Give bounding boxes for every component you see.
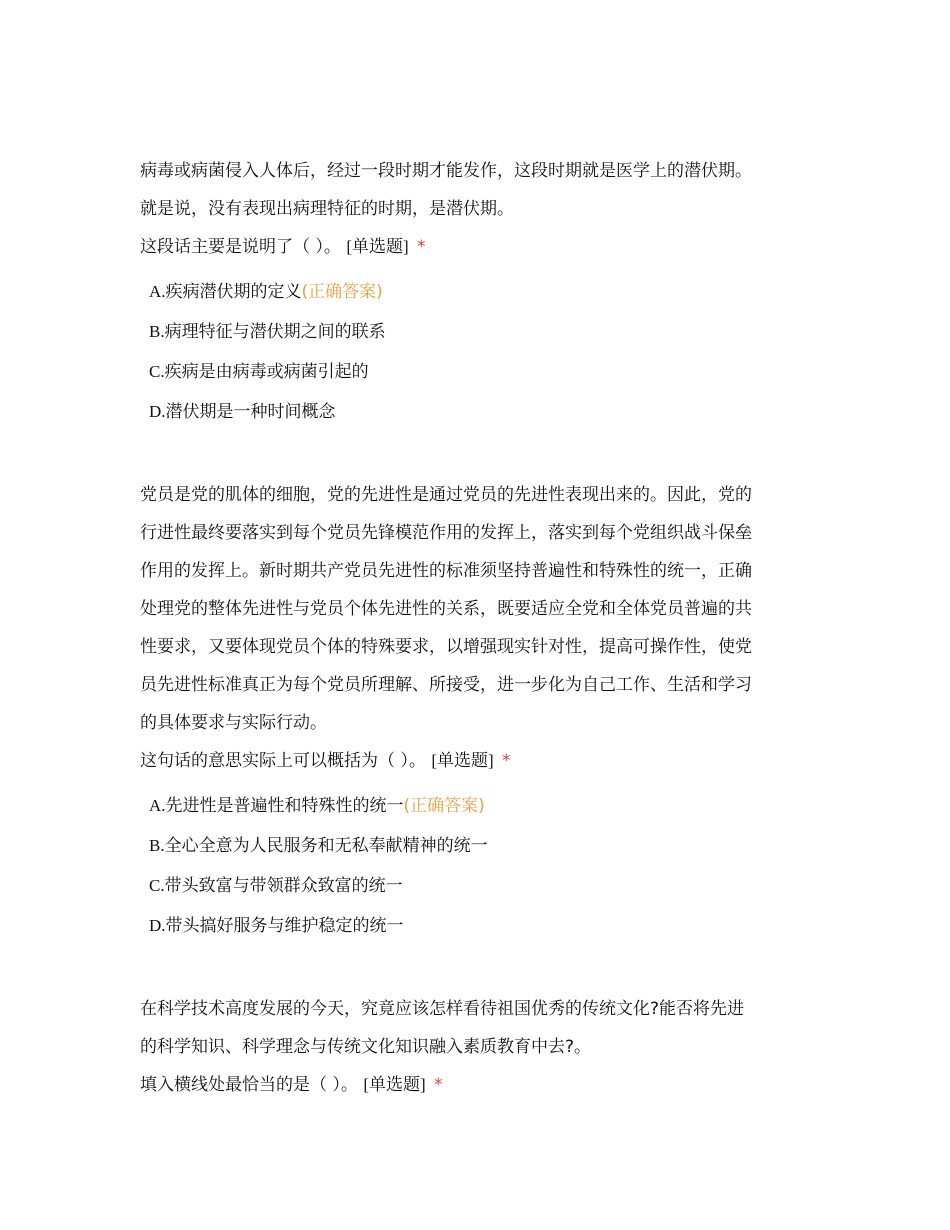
question-stem-line: 员先进性标准真正为每个党员所理解、所接受，进一步化为自己工作、生活和学习 bbox=[140, 675, 752, 695]
option-c[interactable] bbox=[149, 352, 820, 392]
option-text: 先进性是普遍性和特殊性的统一 bbox=[165, 796, 404, 816]
option-letter: C. bbox=[149, 362, 165, 381]
question-stem-line: 就是说，没有表现出病理特征的时期，是潜伏期。 bbox=[140, 199, 514, 219]
required-mark: * bbox=[434, 1075, 443, 1095]
question-spacer bbox=[140, 432, 820, 476]
option-c[interactable] bbox=[149, 866, 820, 906]
question-ask-text: 这句话的意思实际上可以概括为（ ）。 bbox=[140, 751, 426, 771]
option-b[interactable] bbox=[149, 312, 820, 352]
question-stem-line: 的具体要求与实际行动。 bbox=[140, 713, 327, 733]
question-prompt bbox=[140, 1066, 820, 1104]
option-text: 疾病是由病毒或病菌引起的 bbox=[164, 362, 369, 382]
question-2 bbox=[140, 476, 820, 946]
option-letter: A. bbox=[149, 796, 166, 815]
option-text: 病理特征与潜伏期之间的联系 bbox=[164, 322, 386, 342]
required-mark: * bbox=[502, 751, 511, 771]
survey-page bbox=[140, 152, 820, 1104]
option-letter: C. bbox=[149, 876, 165, 895]
option-text: 全心全意为人民服务和无私奉献精神的统一 bbox=[164, 836, 488, 856]
option-text: 疾病潜伏期的定义 bbox=[165, 282, 302, 302]
question-ask-text: 填入横线处最恰当的是（ ）。 bbox=[140, 1075, 358, 1095]
question-stem-line: 作用的发挥上。新时期共产党员先进性的标准须坚持普遍性和特殊性的统一，正确 bbox=[140, 561, 752, 581]
question-stem-line: 性要求，又要体现党员个体的特殊要求，以增强现实针对性，提高可操作性，使党 bbox=[140, 637, 752, 657]
question-prompt bbox=[140, 742, 820, 780]
question-stem-line: 处理党的整体先进性与党员个体先进性的关系，既要适应全党和全体党员普遍的共 bbox=[140, 599, 752, 619]
question-type-label: [单选题] bbox=[346, 237, 409, 256]
option-letter: D. bbox=[149, 916, 166, 935]
question-prompt bbox=[140, 228, 820, 266]
option-text: 带头致富与带领群众致富的统一 bbox=[164, 876, 403, 896]
option-letter: B. bbox=[149, 322, 165, 341]
option-text: 潜伏期是一种时间概念 bbox=[165, 402, 336, 422]
option-letter: D. bbox=[149, 402, 166, 421]
question-stem-line: 在科学技术高度发展的今天，究竟应该怎样看待祖国优秀的传统文化?能否将先进 bbox=[140, 999, 745, 1019]
correct-answer-tag: (正确答案) bbox=[403, 796, 485, 816]
question-stem-line: 行进性最终要落实到每个党员先锋模范作用的发挥上，落实到每个党组织战斗保垒 bbox=[140, 523, 752, 543]
correct-answer-tag: (正确答案) bbox=[301, 282, 383, 302]
option-a[interactable] bbox=[149, 272, 820, 312]
option-list bbox=[149, 272, 820, 432]
required-mark: * bbox=[417, 237, 426, 257]
question-type-label: [单选题] bbox=[431, 751, 494, 770]
option-a[interactable] bbox=[149, 786, 820, 826]
option-d[interactable] bbox=[149, 906, 820, 946]
question-ask-text: 这段话主要是说明了（ ）。 bbox=[140, 237, 341, 257]
question-stem-line: 党员是党的肌体的细胞，党的先进性是通过党员的先进性表现出来的。因此，党的 bbox=[140, 485, 752, 505]
question-stem-line: 病毒或病菌侵入人体后，经过一段时期才能发作，这段时期就是医学上的潜伏期。 bbox=[140, 161, 752, 181]
option-letter: B. bbox=[149, 836, 165, 855]
question-3 bbox=[140, 990, 820, 1104]
option-b[interactable] bbox=[149, 826, 820, 866]
option-d[interactable] bbox=[149, 392, 820, 432]
question-stem-line: 的科学知识、科学理念与传统文化知识融入素质教育中去?。 bbox=[140, 1037, 592, 1057]
question-1 bbox=[140, 152, 820, 432]
question-type-label: [单选题] bbox=[363, 1075, 426, 1094]
option-list bbox=[149, 786, 820, 946]
option-letter: A. bbox=[149, 282, 166, 301]
question-spacer bbox=[140, 946, 820, 990]
option-text: 带头搞好服务与维护稳定的统一 bbox=[165, 916, 404, 936]
